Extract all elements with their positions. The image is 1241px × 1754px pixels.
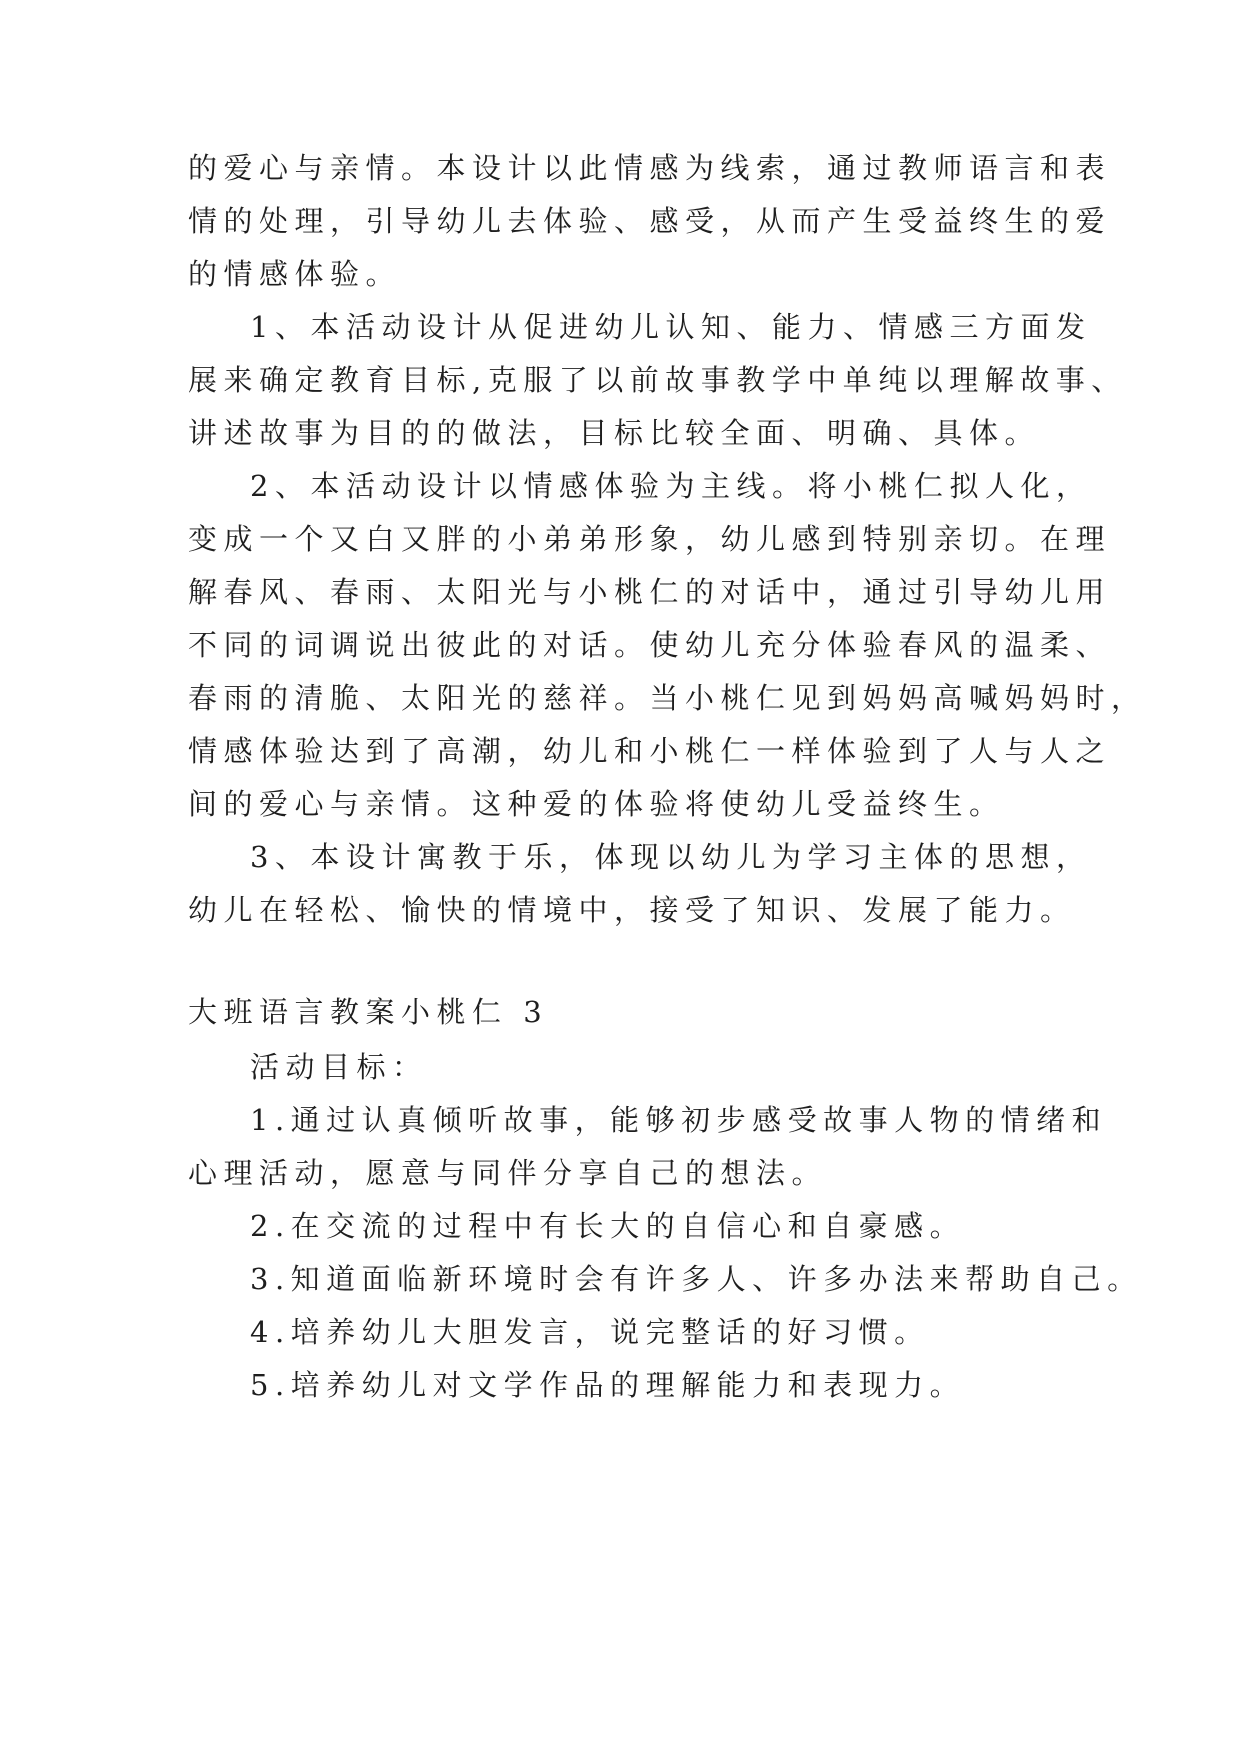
body-text-line: 幼儿在轻松、愉快的情境中，接受了知识、发展了能力。	[188, 893, 1076, 927]
list-item: 1.通过认真倾听故事，能够初步感受故事人物的情绪和	[250, 1103, 1108, 1137]
body-text-line: 变成一个又白又胖的小弟弟形象，幼儿感到特别亲切。在理	[188, 522, 1112, 556]
body-text-line: 间的爱心与亲情。这种爱的体验将使幼儿受益终生。	[188, 787, 1005, 821]
body-text-line: 的情感体验。	[188, 257, 402, 291]
body-text-line: 的爱心与亲情。本设计以此情感为线索，通过教师语言和表	[188, 151, 1112, 185]
body-text-line: 情的处理，引导幼儿去体验、感受，从而产生受益终生的爱	[188, 204, 1112, 238]
body-text-line: 不同的词调说出彼此的对话。使幼儿充分体验春风的温柔、	[188, 628, 1112, 662]
list-item: 4.培养幼儿大胆发言，说完整话的好习惯。	[250, 1315, 930, 1349]
subheading: 活动目标：	[250, 1050, 428, 1084]
paragraph-start-line: 1、本活动设计从促进幼儿认知、能力、情感三方面发	[250, 310, 1092, 344]
body-text-line: 春雨的清脆、太阳光的慈祥。当小桃仁见到妈妈高喊妈妈时，	[188, 681, 1147, 715]
list-item: 2.在交流的过程中有长大的自信心和自豪感。	[250, 1209, 966, 1243]
paragraph-start-line: 3、本设计寓教于乐，体现以幼儿为学习主体的思想，	[250, 840, 1092, 874]
body-text-line: 情感体验达到了高潮，幼儿和小桃仁一样体验到了人与人之	[188, 734, 1112, 768]
paragraph-start-line: 2、本活动设计以情感体验为主线。将小桃仁拟人化，	[250, 469, 1092, 503]
section-heading: 大班语言教案小桃仁 3	[188, 995, 549, 1029]
list-item: 3.知道面临新环境时会有许多人、许多办法来帮助自己。	[250, 1262, 1143, 1296]
body-text-line: 讲述故事为目的的做法，目标比较全面、明确、具体。	[188, 416, 1041, 450]
list-item: 5.培养幼儿对文学作品的理解能力和表现力。	[250, 1368, 966, 1402]
body-text-line: 展来确定教育目标,克服了以前故事教学中单纯以理解故事、	[188, 363, 1127, 397]
list-item-continuation: 心理活动，愿意与同伴分享自己的想法。	[188, 1156, 828, 1190]
body-text-line: 解春风、春雨、太阳光与小桃仁的对话中，通过引导幼儿用	[188, 575, 1112, 609]
